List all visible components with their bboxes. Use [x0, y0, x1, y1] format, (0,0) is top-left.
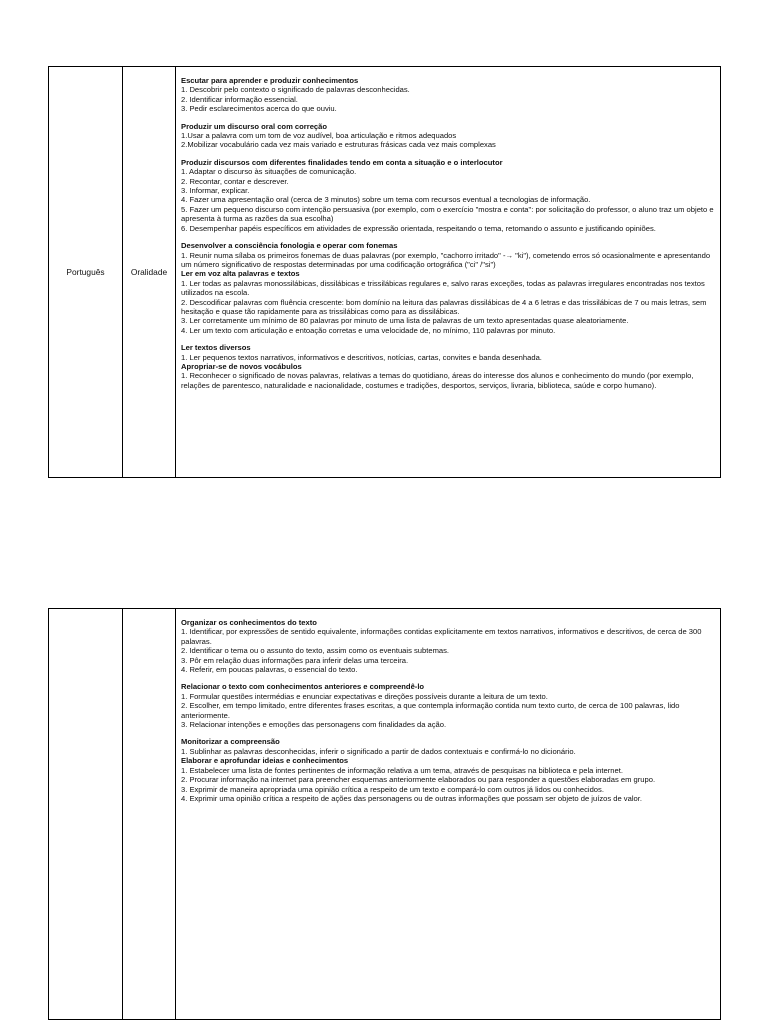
objective-section: [181, 343, 714, 362]
section-heading: Escutar para aprender e produzir conhecimentos: [181, 76, 359, 85]
section-item: 1. Ler todas as palavras monossilábicas, dissilábicas e trissilábicas regulares e, salvo raras exceções, todas as palavras irregulares encontradas nos textos utilizados na escola.: [181, 278, 705, 298]
domain-label: Oralidade: [130, 267, 168, 277]
objective-section: [181, 756, 714, 803]
section-item: 1. Adaptar o discurso às situações de comunicação.: [181, 167, 357, 177]
section-item: 3. Pôr em relação duas informações para inferir delas uma terceira.: [181, 655, 409, 665]
section-item: 1.Usar a palavra com um tom de voz audível, boa articulação e ritmos adequados: [181, 131, 457, 141]
section-heading: Elaborar e aprofundar ideias e conhecimentos: [181, 756, 349, 766]
section-item: 2.Mobilizar vocabulário cada vez mais variado e estruturas frásicas cada vez mais complexas: [181, 140, 496, 150]
section-heading: Relacionar o texto com conhecimentos anteriores e compreendê-lo: [181, 682, 425, 692]
section-heading: Organizar os conhecimentos do texto: [181, 618, 317, 627]
section-item: 1. Ler pequenos textos narrativos, informativos e descritivos, notícias, cartas, convites e banda desenhada.: [181, 352, 542, 362]
section-heading: Ler em voz alta palavras e textos: [181, 269, 300, 279]
section-heading: Apropriar-se de novos vocábulos: [181, 361, 302, 371]
objective-section: [181, 76, 714, 114]
section-item: 2. Identificar o tema ou o assunto do texto, assim como os eventuais subtemas.: [181, 646, 450, 656]
subject-cell: [49, 609, 123, 1020]
section-heading: Desenvolver a consciência fonologia e operar com fonemas: [181, 241, 398, 251]
section-heading: Ler textos diversos: [181, 343, 251, 353]
domain-cell: [123, 67, 176, 478]
section-item: 3. Exprimir de maneira apropriada uma opinião crítica a respeito de um texto e compará-lo com outros já lidos ou conhecidos.: [181, 784, 604, 794]
section-item: 4. Fazer uma apresentação oral (cerca de 3 minutos) sobre um tema com recursos eventual a tecnologias de informação.: [181, 195, 591, 205]
section-item: 2. Identificar informação essencial.: [181, 94, 298, 104]
section-item: 3. Ler corretamente um mínimo de 80 palavras por minuto de uma lista de palavras de um texto apresentadas quase aleatoriamente.: [181, 316, 629, 326]
section-item: 1. Identificar, por expressões de sentido equivalente, informações contidas explicitamente em textos narrativos, informativos e descritivos, de cerca de 300 palavras.: [181, 627, 702, 646]
section-item: 4. Referir, em poucas palavras, o essencial do texto.: [181, 665, 358, 675]
objective-section: [181, 241, 714, 269]
section-item: 6. Desempenhar papéis específicos em atividades de expressão orientada, respeitando o tema, retomando o assunto e justificando opiniões.: [181, 223, 656, 233]
section-item: 1. Sublinhar as palavras desconhecidas, inferir o significado a partir de dados contextuais e confirmá-lo no dicionário.: [181, 746, 576, 756]
section-item: 3. Pedir esclarecimentos acerca do que ouviu.: [181, 104, 337, 114]
section-item: 1. Formular questões intermédias e enunciar expectativas e direções possíveis durante a leitura de um texto.: [181, 691, 548, 701]
section-item: 2. Recontar, contar e descrever.: [181, 176, 289, 186]
section-item: 5. Fazer um pequeno discurso com intenção persuasiva (por exemplo, com o exercício "mostra e conta": por solicitação do professor, o aluno traz um objeto e apresenta à turma as razões da sua escolha): [181, 204, 714, 224]
objective-section: [181, 122, 714, 150]
curriculum-table-1: [48, 66, 721, 478]
section-item: 1. Descobrir pelo contexto o significado de palavras desconhecidas.: [181, 85, 410, 95]
content-list: [176, 67, 720, 404]
section-item: 2. Descodificar palavras com fluência crescente: bom domínio na leitura das palavras dissilábicas de 4 a 6 letras e das trissilábicas de 7 ou mais letras, sem hesitação e quase tão rapidamente para as trissilábicas como para as dissilábicas.: [181, 297, 707, 316]
section-item: 2. Escolher, em tempo limitado, entre diferentes frases escritas, a que contempla informação contida num texto curto, de cerca de 100 palavras, lido anteriormente.: [181, 701, 680, 720]
section-item: 1. Estabelecer uma lista de fontes pertinentes de informação relativa a um tema, através de pesquisas na biblioteca e pela internet.: [181, 765, 623, 775]
objective-section: [181, 618, 714, 674]
section-item: 4. Ler um texto com articulação e entoação corretas e uma velocidade de, no mínimo, 110 palavras por minuto.: [181, 325, 556, 335]
section-heading: Produzir discursos com diferentes finalidades tendo em conta a situação e o interlocutor: [181, 157, 503, 167]
content-list: [176, 609, 720, 817]
subject-label: Português: [66, 267, 105, 277]
section-heading: Produzir um discurso oral com correção: [181, 121, 328, 131]
section-item: 1. Reconhecer o significado de novas palavras, relativas a temas do quotidiano, áreas do interesse dos alunos e conhecimento do mundo (por exemplo, relações de parentesco, naturalidade e nacionalidade, costumes e tradições, desportos, serviços, livraria, biblioteca, saúde e corpo humano).: [181, 371, 694, 390]
section-item: 4. Exprimir uma opinião crítica a respeito de ações das personagens ou de outras informações que possam ser objeto de juízos de valor.: [181, 793, 642, 803]
objective-section: [181, 362, 714, 390]
objective-section: [181, 269, 714, 335]
domain-cell: [123, 609, 176, 1020]
objective-section: [181, 158, 714, 233]
section-heading: Monitorizar a compreensão: [181, 737, 280, 747]
section-item: 2. Procurar informação na internet para preencher esquemas anteriormente elaborados ou para responder a questões elaboradas em grupo.: [181, 775, 656, 785]
objective-section: [181, 737, 714, 756]
curriculum-table-2: [48, 608, 721, 1020]
content-cell: [176, 609, 721, 1020]
section-item: 1. Reunir numa sílaba os primeiros fonemas de duas palavras (por exemplo, "cachorro irritado" -→ "ki"), cometendo erros só ocasionalmente e apresentando um número significativo de respostas determinadas por uma codificação ortográfica ("ci" /"si"): [181, 250, 711, 269]
subject-cell: [49, 67, 123, 478]
objective-section: [181, 682, 714, 729]
content-cell: [176, 67, 721, 478]
section-item: 3. Informar, explicar.: [181, 186, 250, 196]
section-item: 3. Relacionar intenções e emoções das personagens com finalidades da ação.: [181, 720, 447, 730]
